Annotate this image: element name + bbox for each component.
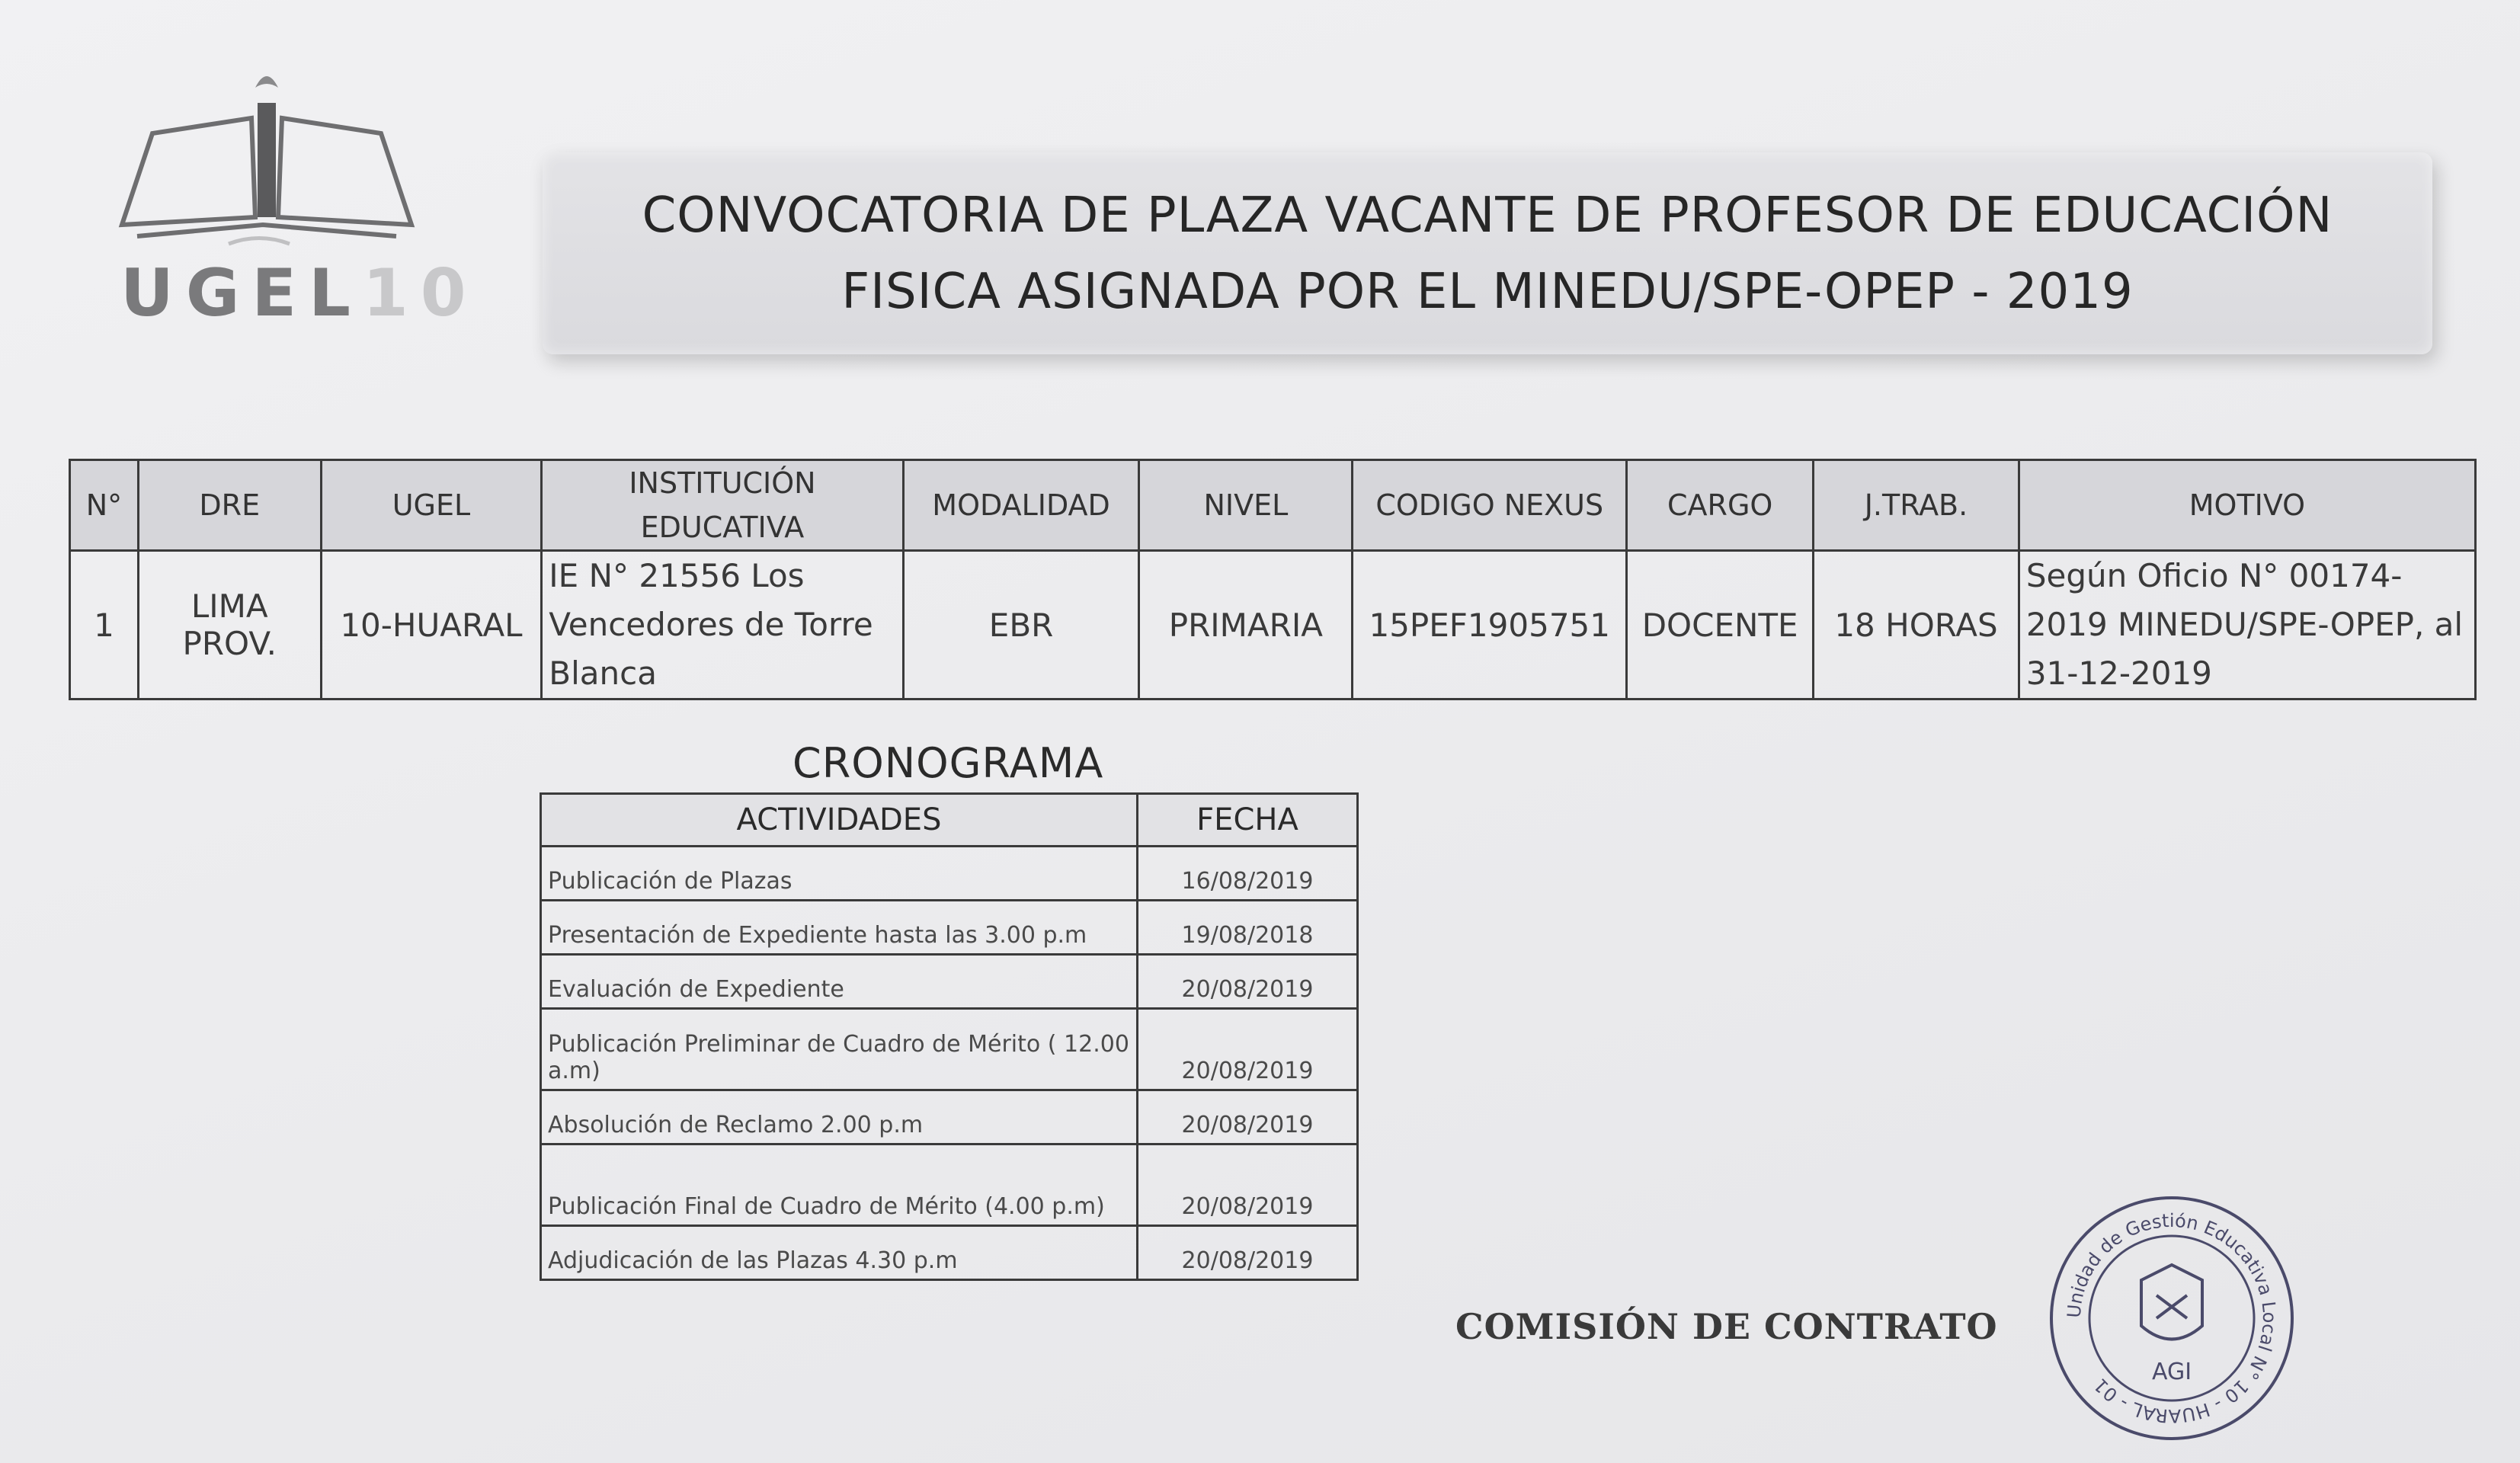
header-cell: J.TRAB.: [1814, 460, 2019, 551]
date-cell: 20/08/2019: [1138, 1226, 1358, 1280]
svg-text:Unidad de Gestión Educativa Lo: Unidad de Gestión Educativa Local N° 10 - HUARAL - 01: [2063, 1209, 2281, 1427]
activity-cell: Publicación Final de Cuadro de Mérito (4.00 p.m): [541, 1144, 1138, 1226]
activity-cell: Evaluación de Expediente: [541, 955, 1138, 1009]
title-line-1: CONVOCATORIA DE PLAZA VACANTE DE PROFESOR DE EDUCACIÓN: [642, 187, 2333, 244]
activity-cell: Publicación Preliminar de Cuadro de Mérito ( 12.00 a.m): [541, 1009, 1138, 1090]
header-cell: N°: [70, 460, 139, 551]
date-cell: 16/08/2019: [1138, 847, 1358, 901]
cell-ugel: 10-HUARAL: [321, 551, 542, 699]
cell-number: 1: [70, 551, 139, 699]
table-row: [70, 551, 2476, 699]
activity-cell: Publicación de Plazas: [541, 847, 1138, 901]
header-cell: CARGO: [1627, 460, 1814, 551]
cell-modalidad: EBR: [903, 551, 1139, 699]
header-cell: MOTIVO: [2019, 460, 2475, 551]
title-banner: [543, 152, 2432, 354]
table-row: [541, 1226, 1358, 1280]
open-book-torch-icon: [107, 72, 427, 255]
svg-text:AGI: AGI: [2151, 1359, 2192, 1385]
header-cell: MODALIDAD: [903, 460, 1139, 551]
vacancy-table: [69, 459, 2477, 700]
table-row: [541, 1144, 1358, 1226]
header-cell: DRE: [138, 460, 321, 551]
title-line-2: FISICA ASIGNADA POR EL MINEDU/SPE-OPEP - 2019: [841, 263, 2134, 320]
logo-text: UGEL10: [120, 255, 479, 331]
cell-dre: LIMA PROV.: [138, 551, 321, 699]
table-row: [541, 1090, 1358, 1144]
date-cell: 20/08/2019: [1138, 1009, 1358, 1090]
header-cell: UGEL: [321, 460, 542, 551]
comision-signature: COMISIÓN DE CONTRATO: [1455, 1306, 1998, 1347]
table-row: [541, 901, 1358, 955]
header-actividades: ACTIVIDADES: [541, 794, 1138, 847]
cronograma-title: CRONOGRAMA: [793, 739, 1104, 787]
cell-nivel: PRIMARIA: [1139, 551, 1353, 699]
official-seal-icon: [2042, 1189, 2301, 1448]
header-cell: INSTITUCIÓN EDUCATIVA: [542, 460, 903, 551]
activity-cell: Absolución de Reclamo 2.00 p.m: [541, 1090, 1138, 1144]
table-row: [541, 847, 1358, 901]
table-header-row: [541, 794, 1358, 847]
header-cell: CODIGO NEXUS: [1353, 460, 1627, 551]
cell-institucion: IE N° 21556 Los Vencedores de Torre Blanca: [542, 551, 903, 699]
activity-cell: Presentación de Expediente hasta las 3.00 p.m: [541, 901, 1138, 955]
cronograma-table: [540, 792, 1359, 1281]
date-cell: 19/08/2018: [1138, 901, 1358, 955]
cell-motivo: Según Oficio N° 00174-2019 MINEDU/SPE-OPEP, al 31-12-2019: [2019, 551, 2475, 699]
header-fecha: FECHA: [1138, 794, 1358, 847]
cell-jornada: 18 HORAS: [1814, 551, 2019, 699]
table-row: [541, 1009, 1358, 1090]
header-cell: NIVEL: [1139, 460, 1353, 551]
table-row: [541, 955, 1358, 1009]
table-header-row: [70, 460, 2476, 551]
activity-cell: Adjudicación de las Plazas 4.30 p.m: [541, 1226, 1138, 1280]
cell-cargo: DOCENTE: [1627, 551, 1814, 699]
date-cell: 20/08/2019: [1138, 1144, 1358, 1226]
date-cell: 20/08/2019: [1138, 955, 1358, 1009]
cell-codigo-nexus: 15PEF1905751: [1353, 551, 1627, 699]
date-cell: 20/08/2019: [1138, 1090, 1358, 1144]
ugel-logo: [107, 72, 479, 347]
